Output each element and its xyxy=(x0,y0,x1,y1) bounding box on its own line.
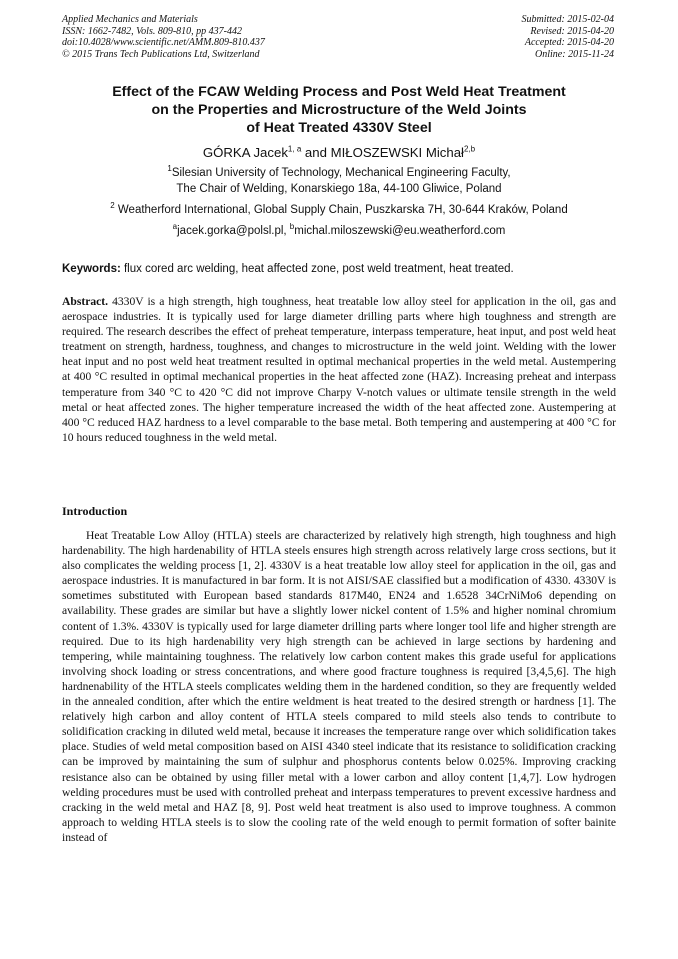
paper-title xyxy=(62,83,616,137)
affiliation-2-line-1: Weatherford International, Global Supply Chain, Puszkarska 7H, 30-644 Kraków, Poland xyxy=(117,204,568,216)
abstract-text: 4330V is a high strength, high toughness, heat treatable low alloy steel for application in the oil, gas and aerospace industries. It is typically used for large diameter drilling parts where high toughness and strength are required. The research describes the effect of preheat temperature, interpass temperature, heat input, and post weld heat treatment on strength, hardness, toughness, and changes to microstructure in the weld joint. Welding with the lower heat input and no post weld heat treatment resulted in optimal mechanical properties in the weld metal. Austempering at 400 °C resulted in optimal mechanical properties in the heat affected zone (HAZ). Increasing preheat and interpass temperature from 340 °C to 420 °C did not improve Charpy V-notch values or ultimate tensile strength in the weld metal or heat affected zones. The higher temperature increased the width of the heat affected zone. Austempering at 400 °C reduced HAZ hardness to a level comparable to the base metal. Both tempering and austempering at 400 °C for 10 hours reduced toughness in the weld metal. xyxy=(62,295,616,444)
journal-copyright: © 2015 Trans Tech Publications Ltd, Switzerland xyxy=(62,48,260,60)
affiliation-1-line-1: Silesian University of Technology, Mechanical Engineering Faculty, xyxy=(171,167,511,179)
abstract xyxy=(62,294,616,445)
title-line-2: on the Properties and Microstructure of the Weld Joints xyxy=(151,102,527,118)
title-line-3: of Heat Treated 4330V Steel xyxy=(246,120,432,136)
author-1-affiliation-mark: 1, a xyxy=(287,144,302,154)
publication-dates xyxy=(522,14,615,60)
author-list xyxy=(62,144,616,162)
affiliation-2 xyxy=(62,203,616,219)
journal-name: Applied Mechanics and Materials xyxy=(62,14,198,25)
introduction-paragraph: Heat Treatable Low Alloy (HTLA) steels are characterized by relatively high strength, high toughness and high hardenability. The high hardenability of HTLA steels ensures high strength across relatively large cross sections, but it also complicates the welding process [1, 2]. 4330V is a heat treatable low alloy steel for application in the oil, gas and aerospace industries. It is manufactured in bar form. It is not AISI/SAE classified but a modification of 4330. 4330V is sometimes substituted with European based standards 817M40, EN24 and 1.6528 34CrNiMo6 depending on availability. These grades are similar but have a slightly lower nickel content of 1.5% and higher nominal chromium content of 1.3%. 4330V is typically used for large diameter drilling parts where longer tool life and higher strength are required. Due to its high hardenability very high strength can be achieved in large sections by hardening and tempering, while maintaining toughness. The relatively low carbon content makes this grade useful for applications involving shock loading or stress concentrations, and where good fracture toughness is required [3,4,5,6]. The high hardnenability of the HTLA steels complicates welding them in the hardened condition, so they are frequently welded in the annealed condition, after which the entire weldment is heat treated to the desired strength or hardness [1]. The relatively high carbon and alloy content of HTLA steels compared to mild steels also tends to contribute to solidification cracking in diluted weld metal, because it increases the temperature range over which solidification takes place. Studies of weld metal composition based on AISI 4340 steel indicate that its resistance to solidification cracking can be improved by maintaining the sum of sulphur and phosphorus contents below 0.025%. Improving cracking resistance also can be obtained by using filler metal with a lower carbon and alloy content [1,4,7]. Low hydrogen welding procedures must be used with controlled preheat and interpass temperatures to prevent excessive hardness and cracking in the weld metal and HAZ [8, 9]. Post weld heat treatment is also used to improve toughness. A common approach to welding HTLA steels is to slow the cooling rate of the weld enough to permit formation of softer bainite instead of xyxy=(62,529,616,844)
abstract-label: Abstract. xyxy=(62,295,109,308)
affiliation-1-mark: 1 xyxy=(167,164,172,174)
keywords-text: flux cored arc welding, heat affected zone, post weld treatment, heat treated. xyxy=(120,263,514,275)
email-a: jacek.gorka@polsl.pl, xyxy=(177,225,290,237)
keywords-label: Keywords: xyxy=(62,263,121,275)
affiliation-1 xyxy=(62,166,616,197)
affiliation-2-mark: 2 xyxy=(110,201,115,211)
introduction-heading: Introduction xyxy=(62,504,128,518)
keywords xyxy=(62,262,616,276)
date-submitted: Submitted: 2015-02-04 xyxy=(521,14,614,25)
date-online: Online: 2015-11-24 xyxy=(535,48,614,60)
journal-doi: doi:10.4028/www.scientific.net/AMM.809-810.437 xyxy=(62,37,265,49)
email-b-mark: b xyxy=(289,222,295,232)
author-emails xyxy=(62,224,616,239)
journal-issn: ISSN: 1662-7482, Vols. 809-810, pp 437-442 xyxy=(62,25,242,37)
author-2: MIŁOSZEWSKI Michał xyxy=(330,145,464,160)
affiliation-1-line-2: The Chair of Welding, Konarskiego 18a, 44-100 Gliwice, Poland xyxy=(176,182,502,195)
date-accepted: Accepted: 2015-04-20 xyxy=(524,37,614,49)
email-a-mark: a xyxy=(172,222,178,232)
email-b: michal.miloszewski@eu.weatherford.com xyxy=(294,225,506,237)
author-2-affiliation-mark: 2,b xyxy=(463,144,476,154)
author-conjunction: and xyxy=(301,145,331,160)
date-revised: Revised: 2015-04-20 xyxy=(530,25,614,37)
title-line-1: Effect of the FCAW Welding Process and Post Weld Heat Treatment xyxy=(112,84,566,100)
journal-info xyxy=(62,14,265,60)
author-1: GÓRKA Jacek xyxy=(202,145,288,160)
